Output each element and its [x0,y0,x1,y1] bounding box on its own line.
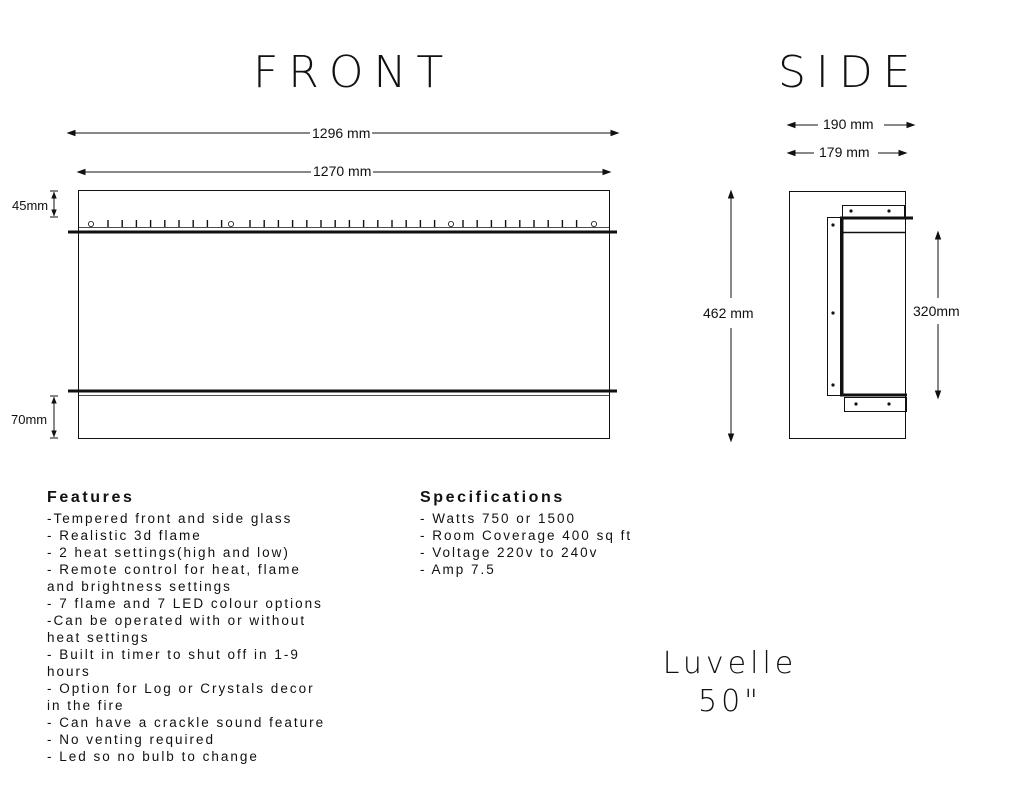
top-band-dim-line [50,191,58,217]
product-label [640,645,820,721]
list-item: - No venting required [47,732,216,747]
list-item: - 2 heat settings(high and low) [47,545,290,560]
side-inner-depth-label: 179 mm [819,144,870,160]
front-top-band-label: 45mm [12,198,49,213]
features-list [47,510,407,765]
front-view-title: FRONT [253,47,454,98]
front-vent-slots [108,220,577,227]
list-item: - Led so no bulb to change [47,749,259,764]
list-item: - 7 flame and 7 LED colour options [47,596,323,611]
side-bracket [828,206,914,412]
side-body-outline [790,192,906,439]
front-overall-width-label: 1296 mm [312,125,371,141]
specifications-list [420,510,720,578]
list-item: - Can have a crackle sound feature [47,715,326,730]
bottom-band-dim-line [50,396,58,438]
list-item: -Tempered front and side glass [47,511,293,526]
product-size: 50" [698,684,762,719]
side-inner-height-label: 320mm [913,303,960,319]
product-name: Luvelle [662,646,798,681]
list-item: - Amp 7.5 [420,562,496,577]
list-item: - Option for Log or Crystals decor in the fire [47,681,315,713]
side-view-title: SIDE [778,47,921,98]
list-item: - Realistic 3d flame [47,528,202,543]
list-item: -Can be operated with or without heat settings [47,613,307,645]
front-glass-width-label: 1270 mm [313,163,372,179]
side-overall-depth-label: 190 mm [823,116,874,132]
list-item: - Built in timer to shut off in 1-9 hours [47,647,300,679]
side-height-label: 462 mm [703,305,754,321]
front-bottom-band-label: 70mm [11,412,48,427]
list-item: - Voltage 220v to 240v [420,545,599,560]
list-item: - Watts 750 or 1500 [420,511,577,526]
list-item: - Room Coverage 400 sq ft [420,528,633,543]
features-heading: Features [47,489,135,506]
specifications-section [420,490,720,578]
specifications-heading: Specifications [420,489,565,506]
list-item: - Remote control for heat, flame and brightness settings [47,562,301,594]
features-section [47,490,407,765]
